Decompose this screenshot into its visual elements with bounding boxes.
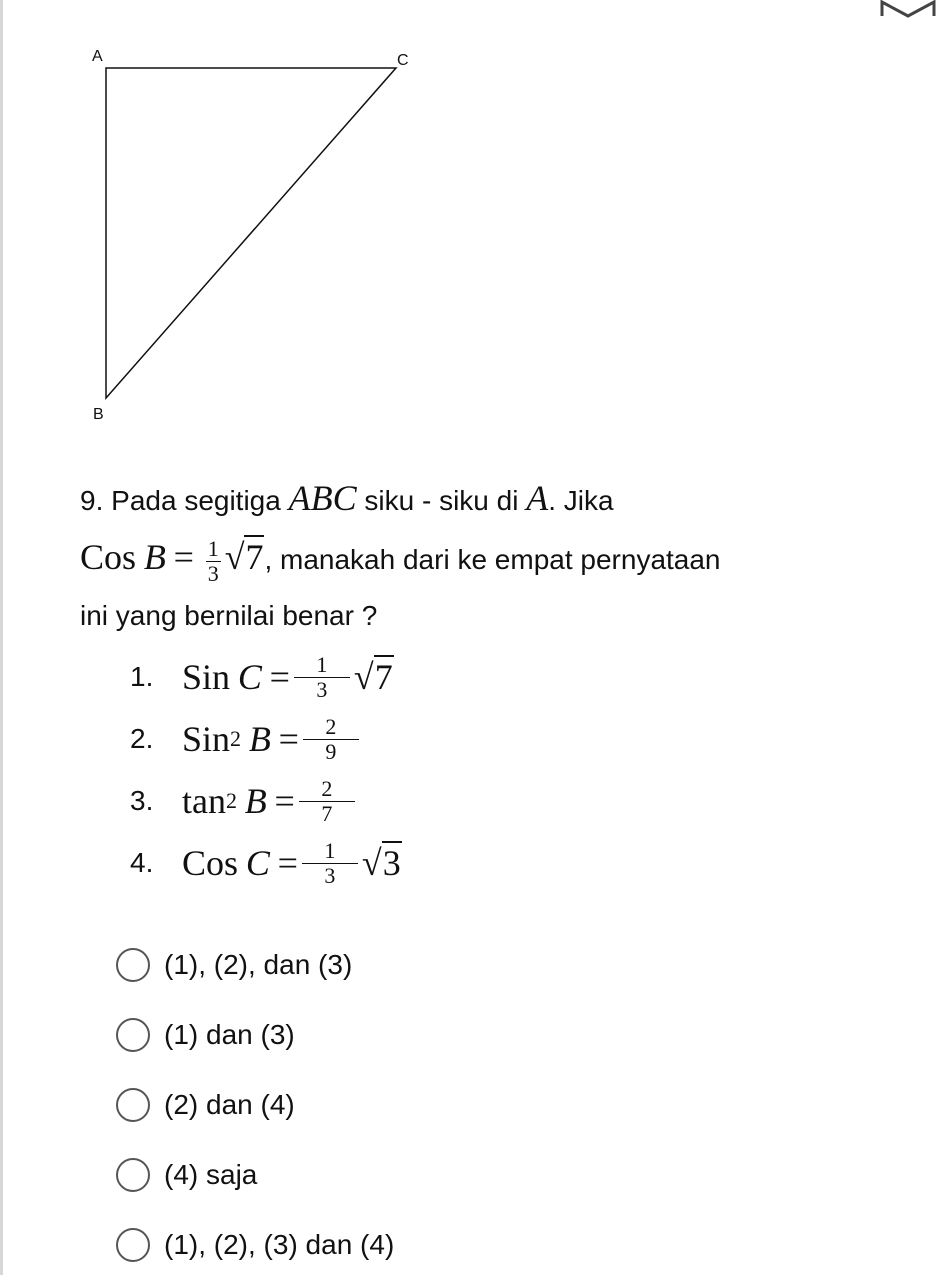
radio-button[interactable] xyxy=(116,1088,150,1122)
vertex-c-label: C xyxy=(397,52,409,69)
statement-4: 4. Cos C = $\frac{1}{3}$ √3 xyxy=(130,837,401,888)
square-root: √7 xyxy=(224,537,264,577)
option-label: (1), (2), (3) dan (4) xyxy=(164,1229,395,1260)
fraction: $\frac{2}{7}$ xyxy=(299,778,355,825)
square-root: √3 xyxy=(361,843,401,883)
option-4[interactable] xyxy=(116,1140,394,1210)
question-number: 9. xyxy=(80,485,104,516)
option-label: (4) saja xyxy=(164,1159,258,1190)
radio-button[interactable] xyxy=(116,1018,150,1052)
radio-button[interactable] xyxy=(116,1228,150,1262)
option-label: (1) dan (3) xyxy=(164,1019,295,1050)
option-3[interactable] xyxy=(116,1070,394,1140)
fraction: $\frac{2}{9}$ xyxy=(303,716,359,763)
fraction: $\frac{1}{3}$ xyxy=(302,840,358,887)
fraction: $\frac{1}{3}$ xyxy=(207,536,219,587)
option-1[interactable] xyxy=(116,930,394,1000)
radio-button[interactable] xyxy=(116,948,150,982)
option-label: (2) dan (4) xyxy=(164,1089,295,1120)
vertex-a-label: A xyxy=(92,48,103,65)
statement-1: 1. Sin C = $\frac{1}{3}$ √7 xyxy=(130,651,393,702)
option-label: (1), (2), dan (3) xyxy=(164,949,353,980)
question-text: 9. Pada segitiga ABC siku - siku di A. Jika Cos B = $\frac{1}{3}$ √7, manakah dari ke empat pernyataan ini yang bernilai benar ? xyxy=(80,478,721,631)
radio-button[interactable] xyxy=(116,1158,150,1192)
option-5[interactable] xyxy=(116,1210,394,1280)
statement-list xyxy=(130,646,402,894)
fraction: $\frac{1}{3}$ xyxy=(294,654,350,701)
statement-2: 2. Sin 2 B = $\frac{2}{9}$ xyxy=(130,708,402,770)
collapse-icon[interactable] xyxy=(878,0,938,20)
vertex-b-label: B xyxy=(93,406,104,423)
triangle-abc xyxy=(106,68,396,398)
triangle-diagram xyxy=(0,0,420,440)
answer-options xyxy=(116,930,394,1280)
statement-3: 3. tan 2 B = $\frac{2}{7}$ xyxy=(130,770,402,832)
option-2[interactable] xyxy=(116,1000,394,1070)
square-root: √7 xyxy=(353,657,393,697)
